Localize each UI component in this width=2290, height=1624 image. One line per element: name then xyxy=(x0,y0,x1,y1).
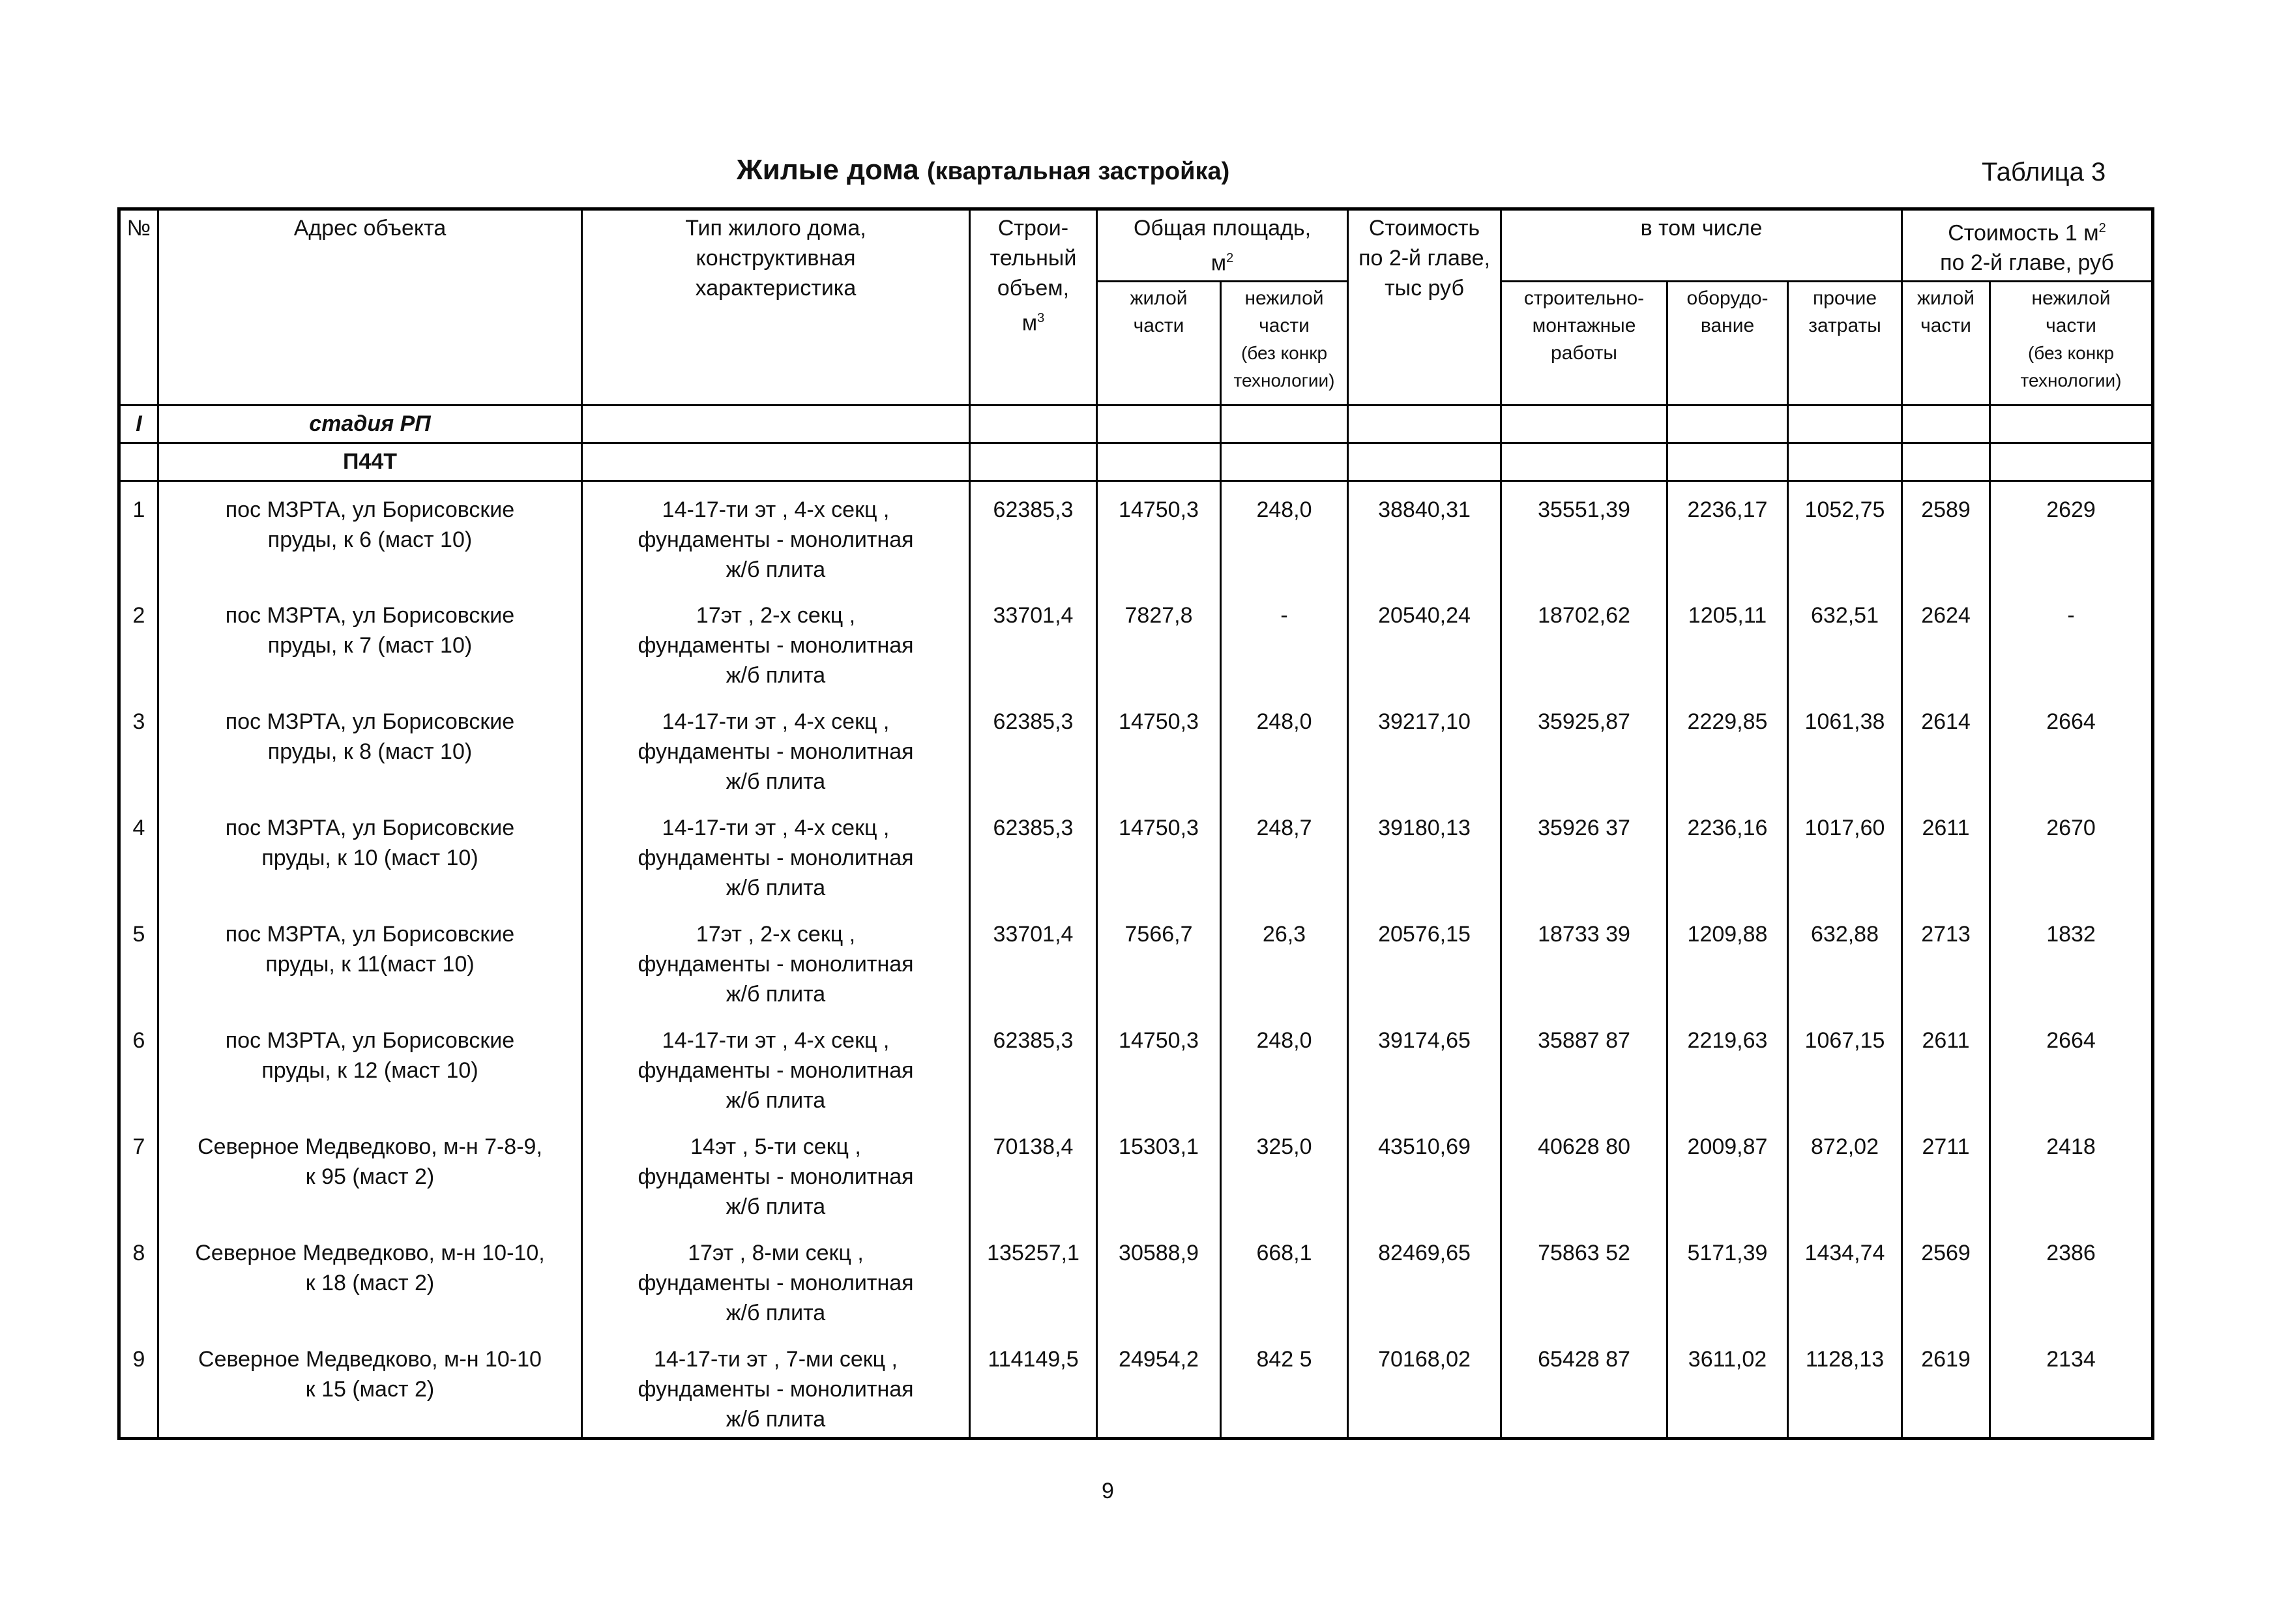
header-line: части xyxy=(2046,315,2096,337)
empty-cell xyxy=(1221,406,1348,443)
empty-cell xyxy=(1097,443,1221,481)
equipment-cell: 2236,17 xyxy=(1667,481,1788,588)
volume-cell: 62385,3 xyxy=(970,694,1097,800)
table-row xyxy=(119,587,2153,694)
row-number: 1 xyxy=(119,481,158,588)
cost-cell: 70168,02 xyxy=(1348,1331,1501,1439)
other-cost-cell: 1067,15 xyxy=(1788,1012,1902,1119)
cost-m2-nonliving-cell: - xyxy=(1990,587,2153,694)
house-type-cell-line: ж/б плита xyxy=(726,1194,826,1220)
title-subtitle: (квартальная застройка) xyxy=(926,158,1230,185)
header-cost-line: по 2-й главе, xyxy=(1358,246,1490,271)
empty-cell xyxy=(582,406,970,443)
house-type-cell-line: 14-17-ти эт , 4-х секц , xyxy=(662,816,890,841)
address-cell-line: Северное Медведково, м-н 10-10, xyxy=(195,1241,545,1266)
house-type-cell-line: ж/б плита xyxy=(726,557,826,583)
address-cell-line: Северное Медведково, м-н 10-10 xyxy=(198,1347,542,1372)
cost-cell: 20540,24 xyxy=(1348,587,1501,694)
house-type-cell-line: фундаменты - монолитная xyxy=(638,846,914,871)
title-main-text: Жилые дома xyxy=(737,154,919,186)
row-number: 4 xyxy=(119,800,158,906)
header-volume xyxy=(970,209,1097,406)
house-type-cell-line: 17эт , 8-ми секц , xyxy=(688,1241,864,1266)
other-cost-cell: 1017,60 xyxy=(1788,800,1902,906)
cost-cell: 39174,65 xyxy=(1348,1012,1501,1119)
house-type-cell-line: фундаменты - монолитная xyxy=(638,1271,914,1296)
smr-cell: 18733 39 xyxy=(1501,906,1667,1012)
equipment-cell: 2229,85 xyxy=(1667,694,1788,800)
address-cell-line: пос МЗРТА, ул Борисовские xyxy=(225,497,515,523)
cost-m2-living-cell: 2711 xyxy=(1902,1119,1990,1225)
volume-cell: 114149,5 xyxy=(970,1331,1097,1439)
empty-cell xyxy=(1788,406,1902,443)
address-cell-line: пос МЗРТА, ул Борисовские xyxy=(225,816,515,841)
cost-m2-living-cell: 2614 xyxy=(1902,694,1990,800)
cost-cell: 38840,31 xyxy=(1348,481,1501,588)
volume-cell: 62385,3 xyxy=(970,800,1097,906)
area-nonliving-cell: 325,0 xyxy=(1221,1119,1348,1225)
house-type-cell-line: ж/б плита xyxy=(726,769,826,795)
cost-cell: 39217,10 xyxy=(1348,694,1501,800)
table-title xyxy=(737,154,1229,186)
house-type-cell-line: фундаменты - монолитная xyxy=(638,1377,914,1402)
address-cell-line: к 95 (маст 2) xyxy=(305,1164,435,1190)
cost-m2-living-cell: 2569 xyxy=(1902,1225,1990,1331)
cost-m2-nonliving-cell: 1832 xyxy=(1990,906,2153,1012)
equipment-cell: 2236,16 xyxy=(1667,800,1788,906)
house-type-cell xyxy=(582,906,970,1012)
smr-cell: 35925,87 xyxy=(1501,694,1667,800)
other-cost-cell: 1061,38 xyxy=(1788,694,1902,800)
row-number: 7 xyxy=(119,1119,158,1225)
header-other xyxy=(1788,282,1902,406)
other-cost-cell: 632,51 xyxy=(1788,587,1902,694)
house-type-cell-line: 17эт , 2-х секц , xyxy=(696,922,856,947)
area-nonliving-cell: 248,7 xyxy=(1221,800,1348,906)
header-line: оборудо- xyxy=(1686,288,1769,310)
address-cell xyxy=(158,1225,582,1331)
header-line: нежилой xyxy=(1244,288,1324,310)
cost-cell: 39180,13 xyxy=(1348,800,1501,906)
header-line: жилой xyxy=(1916,288,1975,310)
volume-cell: 135257,1 xyxy=(970,1225,1097,1331)
address-cell xyxy=(158,694,582,800)
header-cost-m2-label: Стоимость 1 м xyxy=(1948,220,2099,246)
cost-cell: 20576,15 xyxy=(1348,906,1501,1012)
address-cell-line: пос МЗРТА, ул Борисовские xyxy=(225,603,515,628)
header-including: в том числе xyxy=(1501,209,1902,282)
cost-m2-living-cell: 2713 xyxy=(1902,906,1990,1012)
header-note: (без конкр xyxy=(2027,343,2115,364)
address-cell-line: к 15 (маст 2) xyxy=(305,1377,435,1402)
series-label: П44Т xyxy=(158,443,582,481)
header-note: (без конкр xyxy=(1240,343,1328,364)
header-cost-m2-line xyxy=(1908,213,2146,248)
empty-cell xyxy=(1348,406,1501,443)
house-type-cell-line: ж/б плита xyxy=(726,1088,826,1114)
house-type-cell xyxy=(582,1225,970,1331)
address-cell-line: пруды, к 6 (маст 10) xyxy=(267,527,473,553)
area-nonliving-cell: 668,1 xyxy=(1221,1225,1348,1331)
header-volume-unit: м xyxy=(1021,310,1038,336)
equipment-cell: 3611,02 xyxy=(1667,1331,1788,1439)
area-nonliving-cell: 842 5 xyxy=(1221,1331,1348,1439)
header-volume-sup: 3 xyxy=(1037,311,1045,325)
table-row xyxy=(119,1225,2153,1331)
empty-cell xyxy=(970,406,1097,443)
row-number: 5 xyxy=(119,906,158,1012)
equipment-cell: 2009,87 xyxy=(1667,1119,1788,1225)
house-type-cell xyxy=(582,800,970,906)
row-number: 3 xyxy=(119,694,158,800)
other-cost-cell: 1434,74 xyxy=(1788,1225,1902,1331)
area-living-cell: 7827,8 xyxy=(1097,587,1221,694)
header-cost-m2-sup: 2 xyxy=(2098,221,2106,235)
house-type-cell-line: 14эт , 5-ти секц , xyxy=(690,1134,861,1160)
header-note: технологии) xyxy=(1233,370,1335,391)
table-row xyxy=(119,906,2153,1012)
header-area-nonliving xyxy=(1221,282,1348,406)
house-type-cell-line: ж/б плита xyxy=(726,876,826,901)
cost-m2-living-cell: 2589 xyxy=(1902,481,1990,588)
smr-cell: 35887 87 xyxy=(1501,1012,1667,1119)
header-no: № xyxy=(119,209,158,406)
cost-m2-living-cell: 2611 xyxy=(1902,1012,1990,1119)
empty-cell xyxy=(119,443,158,481)
empty-cell xyxy=(1788,443,1902,481)
cost-m2-nonliving-cell: 2664 xyxy=(1990,694,2153,800)
area-living-cell: 14750,3 xyxy=(1097,481,1221,588)
header-type-line: конструктивная xyxy=(696,246,856,271)
smr-cell: 35926 37 xyxy=(1501,800,1667,906)
header-volume-line xyxy=(976,303,1091,338)
header-type-line: Тип жилого дома, xyxy=(685,216,866,241)
header-line: части xyxy=(1920,315,1971,337)
header-area-label: Общая площадь, xyxy=(1133,216,1312,241)
equipment-cell: 5171,39 xyxy=(1667,1225,1788,1331)
header-line: работы xyxy=(1551,342,1617,364)
row-number: 8 xyxy=(119,1225,158,1331)
address-cell xyxy=(158,800,582,906)
cost-m2-nonliving-cell: 2629 xyxy=(1990,481,2153,588)
empty-cell xyxy=(582,443,970,481)
house-type-cell-line: ж/б плита xyxy=(726,1301,826,1326)
cost-cell: 82469,65 xyxy=(1348,1225,1501,1331)
address-cell-line: пруды, к 10 (маст 10) xyxy=(261,846,478,871)
house-type-cell-line: фундаменты - монолитная xyxy=(638,527,914,553)
address-cell xyxy=(158,1119,582,1225)
cost-m2-nonliving-cell: 2386 xyxy=(1990,1225,2153,1331)
area-nonliving-cell: - xyxy=(1221,587,1348,694)
empty-cell xyxy=(1667,406,1788,443)
smr-cell: 18702,62 xyxy=(1501,587,1667,694)
house-type-cell-line: ж/б плита xyxy=(726,663,826,688)
other-cost-cell: 872,02 xyxy=(1788,1119,1902,1225)
header-area-living xyxy=(1097,282,1221,406)
area-living-cell: 7566,7 xyxy=(1097,906,1221,1012)
header-cost-m2-line: по 2-й главе, руб xyxy=(1940,250,2114,276)
page-number: 9 xyxy=(1102,1479,1114,1503)
address-cell xyxy=(158,587,582,694)
header-line: монтажные xyxy=(1532,315,1636,337)
house-type-cell xyxy=(582,1331,970,1439)
header-note: технологии) xyxy=(2020,370,2122,391)
cost-m2-living-cell: 2624 xyxy=(1902,587,1990,694)
address-cell-line: пруды, к 8 (маст 10) xyxy=(267,739,473,765)
area-nonliving-cell: 248,0 xyxy=(1221,694,1348,800)
table-header xyxy=(119,209,2153,406)
series-row xyxy=(119,443,2153,481)
row-number: 6 xyxy=(119,1012,158,1119)
other-cost-cell: 1128,13 xyxy=(1788,1331,1902,1439)
table-row xyxy=(119,800,2153,906)
volume-cell: 33701,4 xyxy=(970,906,1097,1012)
empty-cell xyxy=(1501,406,1667,443)
area-living-cell: 14750,3 xyxy=(1097,694,1221,800)
house-type-cell-line: 14-17-ти эт , 4-х секц , xyxy=(662,1028,890,1054)
header-volume-line: тельный xyxy=(990,246,1077,271)
house-type-cell-line: фундаменты - монолитная xyxy=(638,1164,914,1190)
row-number: 2 xyxy=(119,587,158,694)
area-living-cell: 15303,1 xyxy=(1097,1119,1221,1225)
house-type-cell xyxy=(582,1119,970,1225)
table-row xyxy=(119,694,2153,800)
house-type-cell-line: фундаменты - монолитная xyxy=(638,739,914,765)
cost-m2-nonliving-cell: 2418 xyxy=(1990,1119,2153,1225)
stage-label: стадия РП xyxy=(158,406,582,443)
table-row xyxy=(119,1012,2153,1119)
area-nonliving-cell: 26,3 xyxy=(1221,906,1348,1012)
house-type-cell-line: 17эт , 2-х секц , xyxy=(696,603,856,628)
header-area-sup: 2 xyxy=(1226,251,1234,265)
header-type-line: характеристика xyxy=(695,276,857,301)
header-area-unit-line xyxy=(1103,243,1342,278)
cost-m2-living-cell: 2611 xyxy=(1902,800,1990,906)
cost-m2-nonliving-cell: 2134 xyxy=(1990,1331,2153,1439)
address-cell-line: к 18 (маст 2) xyxy=(305,1271,435,1296)
header-type xyxy=(582,209,970,406)
empty-cell xyxy=(970,443,1097,481)
address-cell xyxy=(158,481,582,588)
address-cell-line: пруды, к 12 (маст 10) xyxy=(261,1058,478,1084)
smr-cell: 40628 80 xyxy=(1501,1119,1667,1225)
header-volume-line: Строи- xyxy=(997,216,1069,241)
table-row xyxy=(119,1331,2153,1439)
empty-cell xyxy=(1902,406,1990,443)
row-number: 9 xyxy=(119,1331,158,1439)
empty-cell xyxy=(1990,406,2153,443)
house-type-cell-line: ж/б плита xyxy=(726,982,826,1007)
house-type-cell-line: 14-17-ти эт , 4-х секц , xyxy=(662,709,890,735)
empty-cell xyxy=(1221,443,1348,481)
table-number: Таблица 3 xyxy=(1982,158,2106,186)
address-cell-line: пос МЗРТА, ул Борисовские xyxy=(225,922,515,947)
empty-cell xyxy=(1501,443,1667,481)
stage-row xyxy=(119,406,2153,443)
header-line: затраты xyxy=(1808,315,1881,337)
area-nonliving-cell: 248,0 xyxy=(1221,1012,1348,1119)
equipment-cell: 1209,88 xyxy=(1667,906,1788,1012)
house-type-cell-line: фундаменты - монолитная xyxy=(638,1058,914,1084)
cost-cell: 43510,69 xyxy=(1348,1119,1501,1225)
address-cell-line: пруды, к 11(маст 10) xyxy=(265,952,475,977)
housing-cost-table xyxy=(117,207,2154,1440)
volume-cell: 33701,4 xyxy=(970,587,1097,694)
cost-m2-nonliving-cell: 2664 xyxy=(1990,1012,2153,1119)
header-smr xyxy=(1501,282,1667,406)
header-cost-m2 xyxy=(1902,209,2153,282)
table-row xyxy=(119,1119,2153,1225)
empty-cell xyxy=(1990,443,2153,481)
header-cost xyxy=(1348,209,1501,406)
header-cost-line: Стоимость xyxy=(1368,216,1480,241)
volume-cell: 62385,3 xyxy=(970,1012,1097,1119)
header-line: части xyxy=(1133,315,1184,337)
house-type-cell xyxy=(582,1012,970,1119)
area-living-cell: 14750,3 xyxy=(1097,1012,1221,1119)
area-living-cell: 24954,2 xyxy=(1097,1331,1221,1439)
house-type-cell-line: ж/б плита xyxy=(726,1407,826,1432)
equipment-cell: 2219,63 xyxy=(1667,1012,1788,1119)
header-line: жилой xyxy=(1130,288,1188,310)
header-area-unit: м xyxy=(1211,250,1227,276)
cost-m2-living-cell: 2619 xyxy=(1902,1331,1990,1439)
house-type-cell-line: фундаменты - монолитная xyxy=(638,633,914,658)
address-cell-line: пос МЗРТА, ул Борисовские xyxy=(225,1028,515,1054)
area-living-cell: 30588,9 xyxy=(1097,1225,1221,1331)
table-body xyxy=(119,481,2153,1439)
header-cm-nonliving xyxy=(1990,282,2153,406)
smr-cell: 65428 87 xyxy=(1501,1331,1667,1439)
smr-cell: 75863 52 xyxy=(1501,1225,1667,1331)
table-row xyxy=(119,481,2153,588)
house-type-cell-line: фундаменты - монолитная xyxy=(638,952,914,977)
header-cm-living xyxy=(1902,282,1990,406)
address-cell xyxy=(158,1331,582,1439)
house-type-cell xyxy=(582,481,970,588)
address-cell-line: пруды, к 7 (маст 10) xyxy=(267,633,473,658)
house-type-cell-line: 14-17-ти эт , 7-ми секц , xyxy=(654,1347,898,1372)
address-cell xyxy=(158,1012,582,1119)
volume-cell: 70138,4 xyxy=(970,1119,1097,1225)
volume-cell: 62385,3 xyxy=(970,481,1097,588)
stage-section xyxy=(119,406,2153,481)
header-cost-line: тыс руб xyxy=(1385,276,1464,301)
area-nonliving-cell: 248,0 xyxy=(1221,481,1348,588)
header-area xyxy=(1097,209,1348,282)
equipment-cell: 1205,11 xyxy=(1667,587,1788,694)
header-equipment xyxy=(1667,282,1788,406)
other-cost-cell: 632,88 xyxy=(1788,906,1902,1012)
header-line: строительно- xyxy=(1523,288,1645,310)
stage-number: I xyxy=(119,406,158,443)
house-type-cell xyxy=(582,587,970,694)
header-volume-line: объем, xyxy=(997,276,1070,301)
house-type-cell-line: 14-17-ти эт , 4-х секц , xyxy=(662,497,890,523)
address-cell-line: Северное Медведково, м-н 7-8-9, xyxy=(198,1134,542,1160)
address-cell-line: пос МЗРТА, ул Борисовские xyxy=(225,709,515,735)
smr-cell: 35551,39 xyxy=(1501,481,1667,588)
empty-cell xyxy=(1667,443,1788,481)
header-line: прочие xyxy=(1812,288,1877,310)
header-address: Адрес объекта xyxy=(158,209,582,406)
house-type-cell xyxy=(582,694,970,800)
title-line xyxy=(0,151,2290,203)
header-line: части xyxy=(1259,315,1310,337)
area-living-cell: 14750,3 xyxy=(1097,800,1221,906)
empty-cell xyxy=(1902,443,1990,481)
empty-cell xyxy=(1348,443,1501,481)
cost-m2-nonliving-cell: 2670 xyxy=(1990,800,2153,906)
other-cost-cell: 1052,75 xyxy=(1788,481,1902,588)
empty-cell xyxy=(1097,406,1221,443)
address-cell xyxy=(158,906,582,1012)
header-line: вание xyxy=(1700,315,1755,337)
header-line: нежилой xyxy=(2031,288,2111,310)
